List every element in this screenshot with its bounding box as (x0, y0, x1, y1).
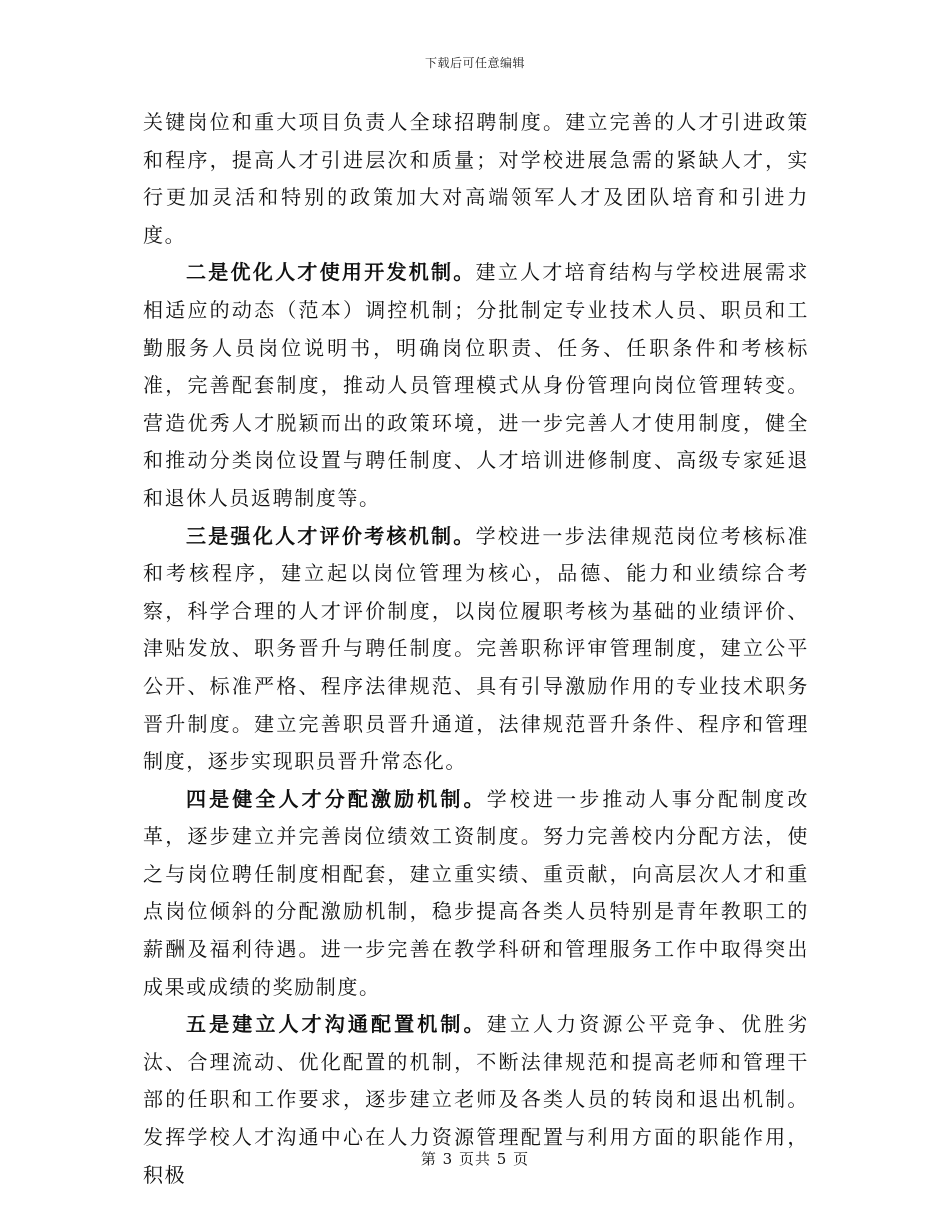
paragraph-text: 建立人才培育结构与学校进展需求相适应的动态（范本）调控机制；分批制定专业技术人员、职员和工勤服务人员岗位说明书，明确岗位职责、任务、任职条件和考核标准，完善配套制度，推动人员管理模式从身份管理向岗位管理转变。营造优秀人才脱颖而出的政策环境，进一步完善人才使用制度，健全和推动分类岗位设置与聘任制度、人才培训进修制度、高级专家延退和退休人员返聘制度等。 (143, 260, 809, 510)
paragraph-lead-heading: 五是建立人才沟通配置机制。 (186, 1012, 487, 1037)
paragraph-text: 学校进一步推动人事分配制度改革，逐步建立并完善岗位绩效工资制度。努力完善校内分配方法，使之与岗位聘任制度相配套，建立重实绩、重贡献，向高层次人才和重点岗位倾斜的分配激励机制，稳步提高各类人员特别是青年教职工的薪酬及福利待遇。进一步完善在教学科研和管理服务工作中取得突出成果或成绩的奖励制度。 (143, 786, 809, 999)
paragraph-text: 关键岗位和重大项目负责人全球招聘制度。建立完善的人才引进政策和程序，提高人才引进层次和质量；对学校进展急需的紧缺人才，实行更加灵活和特别的政策加大对高端领军人才及团队培育和引进力度。 (143, 110, 809, 247)
paragraph-lead-heading: 四是健全人才分配激励机制。 (186, 786, 487, 811)
paragraph-continuation (143, 104, 809, 254)
paragraph-talent-incentive (143, 781, 809, 1007)
document-body (143, 104, 809, 1194)
page-number-footer: 第 3 页共 5 页 (420, 1150, 530, 1168)
paragraph-lead-heading: 三是强化人才评价考核机制。 (186, 523, 476, 548)
paragraph-lead-heading: 二是优化人才使用开发机制。 (186, 260, 476, 285)
page-header: 下载后可任意编辑 (424, 56, 525, 70)
paragraph-talent-evaluation (143, 518, 809, 781)
paragraph-text: 建立人力资源公平竞争、优胜劣汰、合理流动、优化配置的机制，不断法律规范和提高老师和管理干部的任职和工作要求，逐步建立老师及各类人员的转岗和退出机制。发挥学校人才沟通中心在人力资源管理配置与利用方面的职能作用，积极 (143, 1012, 809, 1187)
paragraph-talent-usage (143, 254, 809, 517)
paragraph-text: 学校进一步法律规范岗位考核标准和考核程序，建立起以岗位管理为核心，品德、能力和业绩综合考察，科学合理的人才评价制度，以岗位履职考核为基础的业绩评价、津贴发放、职务晋升与聘任制度。完善职称评审管理制度，建立公平公开、标准严格、程序法律规范、具有引导激励作用的专业技术职务晋升制度。建立完善职员晋升通道，法律规范晋升条件、程序和管理制度，逐步实现职员晋升常态化。 (143, 523, 809, 774)
